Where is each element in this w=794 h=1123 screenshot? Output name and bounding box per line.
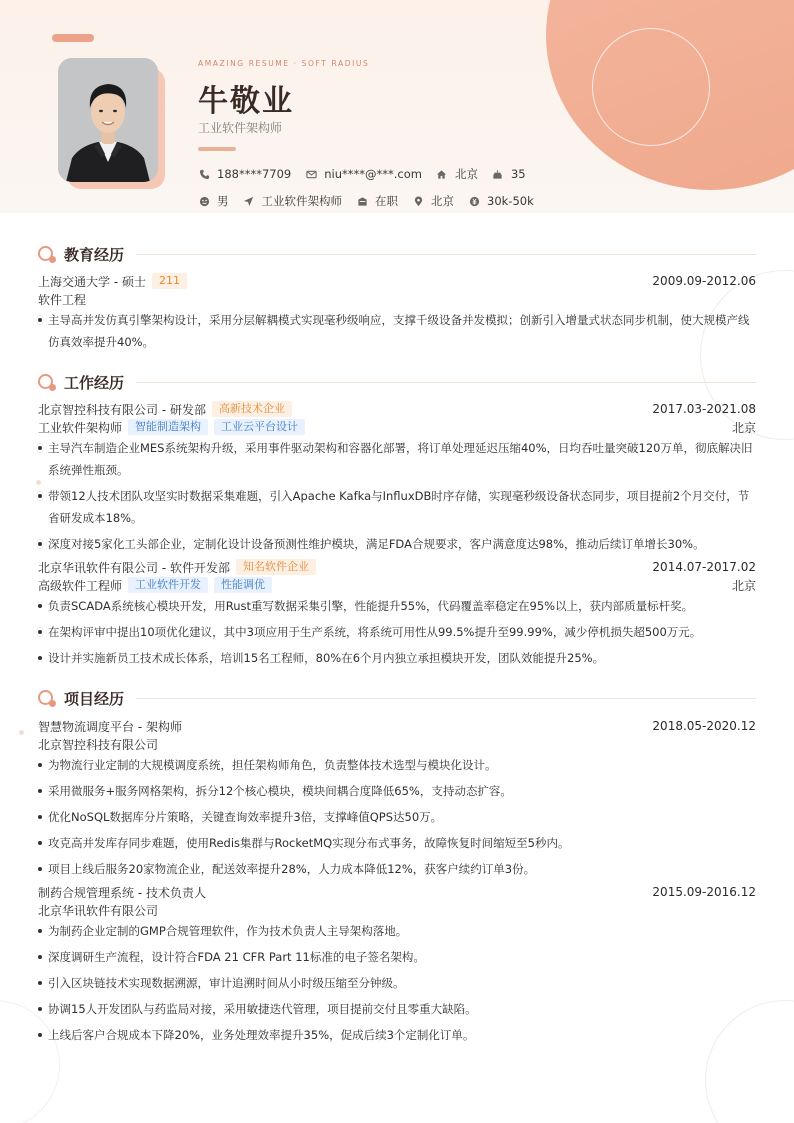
- company-tag: 高新技术企业: [212, 401, 292, 417]
- section-divider: [136, 382, 756, 383]
- age-text: 35: [510, 167, 526, 181]
- phone-text: 188****7709: [217, 167, 292, 181]
- project-company: 北京智控科技有限公司: [38, 737, 159, 752]
- company-name: 北京华讯软件有限公司 - 软件开发部: [38, 560, 230, 575]
- list-item: 上线后客户合规成本下降20%，业务处理效率提升35%，促成后续3个定制化订单。: [38, 1024, 756, 1046]
- gender-info: [198, 193, 229, 209]
- title-underline: [198, 147, 236, 151]
- list-item: 为制药企业定制的GMP合规管理软件，作为技术负责人主导架构落地。: [38, 920, 756, 942]
- resume-header: [0, 0, 794, 213]
- section-divider: [136, 254, 756, 255]
- project-entry-header: [38, 883, 756, 901]
- list-item: 引入区块链技术实现数据溯源，审计追溯时间从小时级压缩至分钟级。: [38, 972, 756, 994]
- project-name: 智慧物流调度平台 - 架构师: [38, 719, 182, 734]
- status-icon: [356, 195, 368, 207]
- section-title: 教育经历: [64, 245, 125, 264]
- company-name: 北京智控科技有限公司 - 研发部: [38, 402, 206, 417]
- location-icon: [412, 195, 424, 207]
- target-city-info: [412, 193, 454, 209]
- send-icon: [243, 195, 255, 207]
- job-role: 工业软件架构师: [38, 420, 123, 435]
- search-icon: [38, 689, 56, 707]
- project-entry-header: [38, 717, 756, 735]
- list-item: 为物流行业定制的大规模调度系统，担任架构师角色，负责整体技术选型与模块化设计。: [38, 754, 756, 776]
- job-role: 高级软件工程师: [38, 578, 123, 593]
- age-info: [492, 167, 526, 181]
- project-name: 制药合规管理系统 - 技术负责人: [38, 885, 206, 900]
- personal-info-row: [198, 193, 548, 209]
- mail-icon: [305, 168, 317, 180]
- project-company: 北京华讯软件有限公司: [38, 903, 159, 918]
- decorative-dot: [19, 730, 24, 735]
- search-icon: [38, 373, 56, 391]
- company-tag: 知名软件企业: [236, 559, 316, 575]
- target-position-text: 工业软件架构师: [261, 194, 342, 208]
- gender-text: 男: [217, 194, 229, 208]
- project-company-row: [38, 901, 756, 919]
- job-entry-header: [38, 400, 756, 418]
- role-tag: 性能调优: [214, 577, 272, 593]
- list-item: 负责SCADA系统核心模块开发，用Rust重写数据采集引擎，性能提升55%，代码覆盖率稳定在95%以上，获内部质量标杆奖。: [38, 595, 756, 617]
- salary-info: [468, 194, 534, 208]
- list-item: 优化NoSQL数据库分片策略，关键查询效率提升3倍，支撑峰值QPS达50万。: [38, 806, 756, 828]
- role-tag: 智能制造架构: [128, 419, 208, 435]
- education-entry-header: [38, 272, 756, 290]
- work-section-header: [38, 372, 756, 392]
- list-item: 主导高并发仿真引擎架构设计，采用分层解耦模式实现毫秒级响应，支撑千级设备并发模拟；创新引入增量式状态同步机制，使大规模产线仿真效率提升40%。: [38, 309, 756, 353]
- list-item: 项目上线后服务20家物流企业，配送效率提升28%，人力成本降低12%，获客户续约订单3份。: [38, 858, 756, 880]
- candidate-name: 牛敬业: [198, 84, 294, 119]
- projects-section-header: [38, 688, 756, 708]
- email-text: niu****@***.com: [324, 167, 422, 181]
- city-text: 北京: [454, 167, 478, 181]
- city-info: [436, 166, 478, 182]
- list-item: 采用微服务+服务网格架构，拆分12个核心模块，模块间耦合度降低65%，支持动态扩容。: [38, 780, 756, 802]
- school-tag: 211: [152, 273, 187, 289]
- phone-info: [198, 167, 291, 181]
- project-period: 2015.09-2016.12: [652, 885, 756, 899]
- decorative-ring: [592, 28, 710, 146]
- education-period: 2009.09-2012.06: [652, 274, 756, 288]
- job-period: 2017.03-2021.08: [652, 402, 756, 416]
- gender-icon: [198, 195, 210, 207]
- role-tag: 工业软件开发: [128, 577, 208, 593]
- job-period: 2014.07-2017.02: [652, 560, 756, 574]
- candidate-title: 工业软件架构师: [198, 121, 283, 135]
- phone-icon: [198, 168, 210, 180]
- project-period: 2018.05-2020.12: [652, 719, 756, 733]
- email-info: [305, 167, 422, 181]
- job-status-text: 在职: [375, 194, 398, 208]
- education-major-row: [38, 290, 756, 308]
- job-entry-header: [38, 558, 756, 576]
- section-title: 工作经历: [64, 373, 125, 392]
- role-tag: 工业云平台设计: [214, 419, 305, 435]
- job-role-row: [38, 576, 756, 594]
- education-section-header: [38, 244, 756, 264]
- list-item: 主导汽车制造企业MES系统架构升级，采用事件驱动架构和容器化部署，将订单处理延迟压缩40%，日均吞吐量突破120万单，彻底解决旧系统弹性瓶颈。: [38, 437, 756, 481]
- salary-icon: [468, 195, 480, 207]
- salary-text: 30k-50k: [487, 194, 534, 208]
- list-item: 在架构评审中提出10项优化建议，其中3项应用于生产系统，将系统可用性从99.5%提升至99.99%，减少停机损失超500万元。: [38, 621, 756, 643]
- list-item: 设计并实施新员工技术成长体系，培训15名工程师，80%在6个月内独立承担模块开发，团队效能提升25%。: [38, 647, 756, 669]
- school-name: 上海交通大学 - 硕士: [38, 274, 146, 289]
- resume-tagline: AMAZING RESUME · SOFT RADIUS: [198, 59, 370, 68]
- list-item: 深度对接5家化工头部企业，定制化设计设备预测性维护模块，满足FDA合规要求，客户满意度达98%，推动后续订单增长30%。: [38, 533, 756, 555]
- contact-info-row: [198, 166, 540, 182]
- job-role-row: [38, 418, 756, 436]
- accent-bar: [52, 34, 94, 42]
- section-divider: [136, 698, 756, 699]
- list-item: 带领12人技术团队攻坚实时数据采集难题，引入Apache Kafka与InfluxDB时序存储，实现毫秒级设备状态同步，项目提前2个月交付，节省研发成本18%。: [38, 485, 756, 529]
- major: 软件工程: [38, 292, 87, 307]
- profile-photo: [58, 58, 158, 182]
- list-item: 协调15人开发团队与药监局对接，采用敏捷迭代管理，项目提前交付且零重大缺陷。: [38, 998, 756, 1020]
- target-position-info: [243, 193, 343, 209]
- list-item: 深度调研生产流程，设计符合FDA 21 CFR Part 11标准的电子签名架构。: [38, 946, 756, 968]
- cake-icon: [492, 168, 504, 180]
- home-icon: [436, 168, 448, 180]
- job-city: 北京: [731, 420, 756, 435]
- target-city-text: 北京: [431, 194, 454, 208]
- section-title: 项目经历: [64, 689, 125, 708]
- job-status-info: [356, 193, 398, 209]
- search-icon: [38, 245, 56, 263]
- list-item: 攻克高并发库存同步难题，使用Redis集群与RocketMQ实现分布式事务，故障恢复时间缩短至5秒内。: [38, 832, 756, 854]
- project-company-row: [38, 735, 756, 753]
- job-city: 北京: [731, 578, 756, 593]
